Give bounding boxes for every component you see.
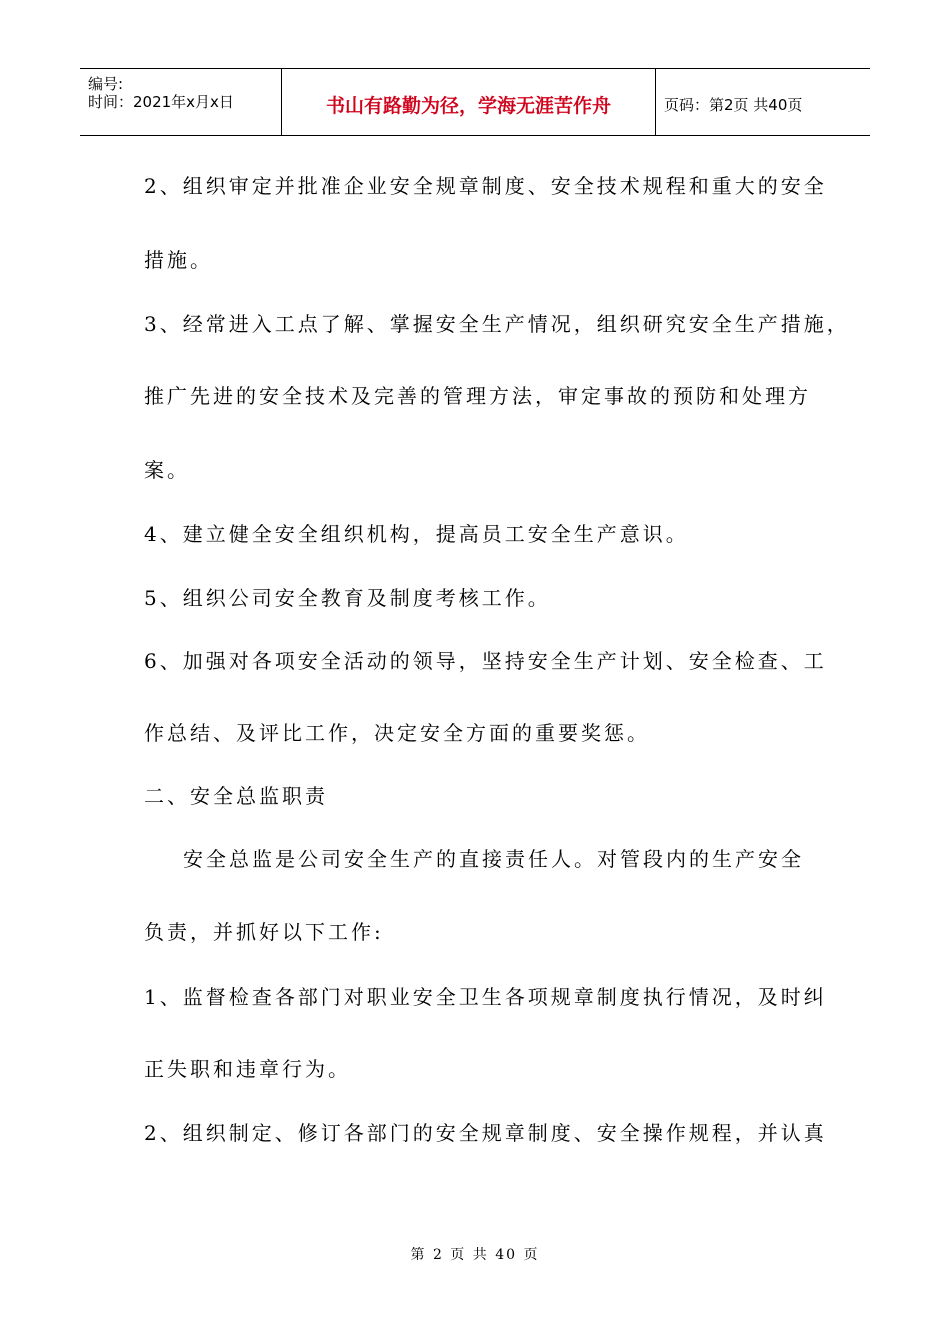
body-line-5: 案。 [144, 458, 190, 482]
header-meta [80, 69, 282, 135]
body-line-14: 正失职和违章行为。 [144, 1057, 351, 1081]
section-heading: 二、安全总监职责 [144, 784, 328, 808]
body-line-2: 措施。 [144, 248, 213, 272]
body-line-11: 安全总监是公司安全生产的直接责任人。对管段内的生产安全 [160, 847, 804, 871]
body-line-15: 2、组织制定、修订各部门的安全规章制度、安全操作规程，并认真 [144, 1121, 827, 1145]
body-line-12: 负责，并抓好以下工作: [144, 920, 384, 944]
document-number-label: 编号: [88, 75, 124, 93]
body-line-8: 6、加强对各项安全活动的领导，坚持安全生产计划、安全检查、工 [144, 649, 827, 673]
body-line-3: 3、经常进入工点了解、掌握安全生产情况，组织研究安全生产措施， [144, 312, 850, 336]
page-footer: 第 2 页 共 40 页 [410, 1247, 540, 1263]
header-page-info: 页码：第2页 共40页 [664, 95, 803, 114]
body-line-7: 5、组织公司安全教育及制度考核工作。 [144, 586, 551, 610]
header-slogan: 书山有路勤为径，学海无涯苦作舟 [282, 69, 656, 135]
body-line-1: 2、组织审定并批准企业安全规章制度、安全技术规程和重大的安全 [144, 174, 827, 198]
body-line-6: 4、建立健全安全组织机构，提高员工安全生产意识。 [144, 522, 689, 546]
page-header [80, 68, 870, 136]
body-line-13: 1、监督检查各部门对职业安全卫生各项规章制度执行情况，及时纠 [144, 985, 827, 1009]
body-line-9: 作总结、及评比工作，决定安全方面的重要奖惩。 [144, 721, 650, 745]
body-line-4: 推广先进的安全技术及完善的管理方法，审定事故的预防和处理方 [144, 384, 811, 408]
document-time-label: 时间：2021年x月x日 [88, 93, 234, 111]
